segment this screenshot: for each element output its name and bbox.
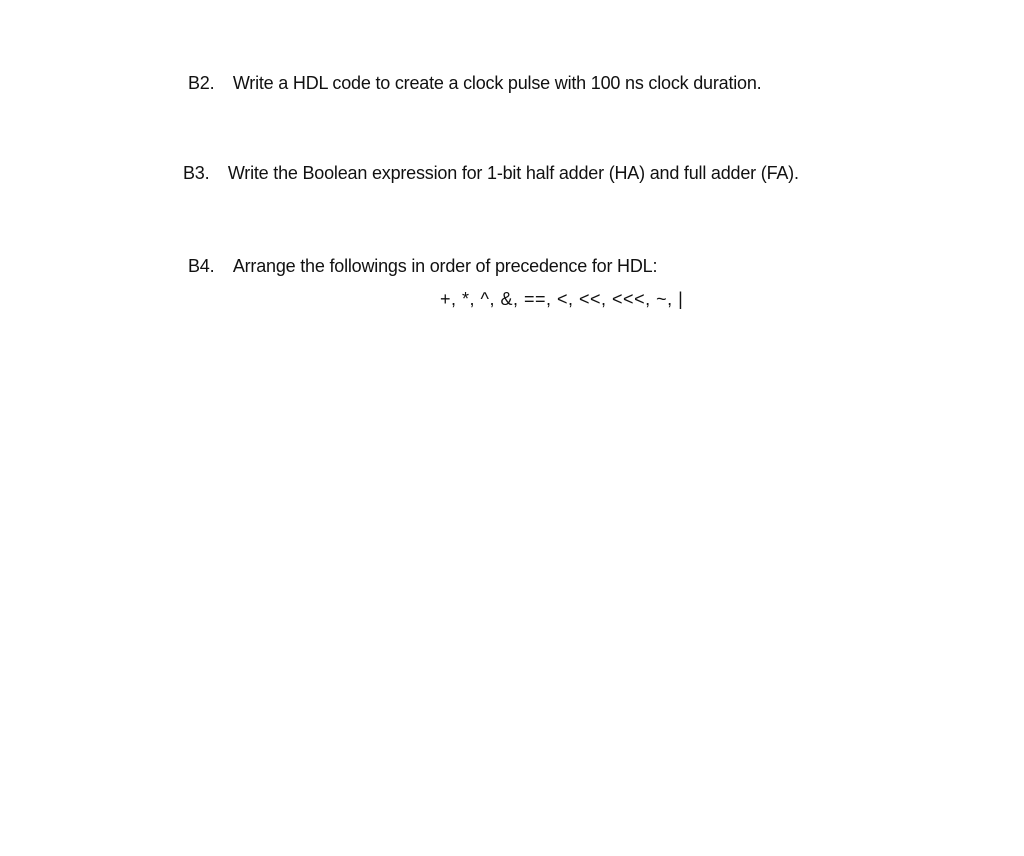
question-b3 xyxy=(183,162,799,184)
question-text: Write the Boolean expression for 1-bit half adder (HA) and full adder (FA). xyxy=(227,163,799,183)
question-b4 xyxy=(188,255,657,277)
question-number: B4. xyxy=(188,256,215,276)
question-number: B3. xyxy=(183,163,210,183)
question-text: Arrange the followings in order of precedence for HDL: xyxy=(232,256,658,276)
operator-list: +, *, ^, &, ==, <, <<, <<<, ~, | xyxy=(440,289,684,309)
question-text: Write a HDL code to create a clock pulse with 100 ns clock duration. xyxy=(232,73,762,93)
question-b2 xyxy=(188,72,761,94)
question-number: B2. xyxy=(188,73,215,93)
